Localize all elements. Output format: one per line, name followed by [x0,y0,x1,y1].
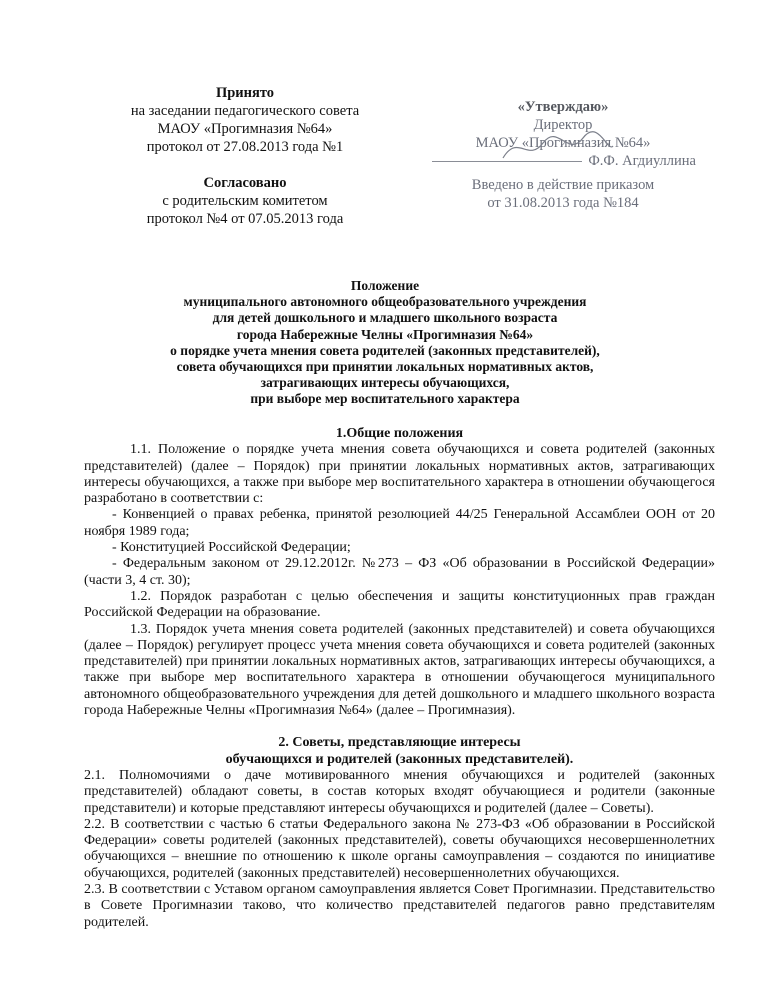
section-1-heading: 1.Общие положения [335,426,464,441]
paragraph-1-2: 1.2. Порядок разработан с целью обеспечения и защиты конституционных прав граждан Российской Федерации на образование. [84,588,715,621]
paragraph-2-3: 2.3. В соответствии с Уставом органом самоуправления является Совет Прогимназии. Представительство в Совете Прогимназии таково, что количество представителей педагогов равно представителям родителей. [84,882,715,930]
accepted-line: МАОУ «Прогимназия №64» [157,121,333,137]
accepted-line: на заседании педагогического совета [130,103,360,119]
stamp-name: Ф.Ф. Агдиуллина [588,153,696,169]
section-2-heading: 2. Советы, представляющие интересы [278,735,521,751]
agreed-line: с родительским комитетом [162,193,328,209]
paragraph-2-1: 2.1. Полномочиями о даче мотивированного мнения обучающихся и родителей (законных представителей) обладают советы, в состав которых входят обучающиеся и родители (законные представители) и которые представляют интересы обучающихся и родителей (далее – Советы). [84,767,715,816]
paragraph-1-3: 1.3. Порядок учета мнения совета родителей (законных представителей) и совета обучающихся (далее – Порядок) регулирует процесс учета мнения совета обучающихся и совета родителей (законных представителей) при принятии локальных нормативных актов, затрагивающих интересы обучающихся, а также при выборе мер воспитательного характера в отношении обучающегося муниципального автономного общеобразовательного учреждения для детей дошкольного и младшего школьного возраста города Набережные Челны «Прогимназия №64» (далее – Прогимназия). [84,621,715,719]
stamp-role: Директор [533,117,593,133]
title-line: для детей дошкольного и младшего школьного возраста [212,310,558,326]
section-2-heading: обучающихся и родителей (законных представителей). [225,751,574,767]
agreed-title: Согласовано [203,175,287,191]
approval-stamp [428,98,698,218]
paragraph-1-1: 1.1. Положение о порядке учета мнения совета обучающихся и совета родителей (законных представителей) (далее – Порядок) при принятии локальных нормативных актов, затрагивающих интересы обучающихся, а также при выборе мер воспитательного характера в отношении обучающегося разработано в соответствии с: [84,442,715,507]
list-item: - Конституцией Российской Федерации; [112,540,351,556]
accepted-title: Принято [215,85,275,101]
title-line: города Набережные Челны «Прогимназия №64» [236,326,534,342]
list-item: - Конвенцией о правах ребенка, принятой резолюцией 44/25 Генеральной Ассамблеи ООН от 20 ноября 1989 года; [84,507,715,539]
title-line: при выборе мер воспитательного характера [250,391,520,407]
stamp-order-line: от 31.08.2013 года №184 [487,195,639,211]
agreed-line: протокол №4 от 07.05.2013 года [146,211,344,227]
paragraph-2-2: 2.2. В соответствии с частью 6 статьи Федерального закона № 273-ФЗ «Об образовании в Российской Федерации» советы родителей (законных представителей), советы обучающихся несовершеннолетних обучающихся – внешние по отношению к школе органы самоуправления – создаются по инициативе обучающихся, родителей (законных представителей) несовершеннолетних обучающихся. [84,816,715,881]
stamp-org: МАОУ «Прогимназия №64» [475,135,651,151]
accepted-line: протокол от 27.08.2013 года №1 [146,139,344,155]
signature-icon [498,128,618,168]
stamp-approve: «Утверждаю» [517,99,609,115]
title-line: о порядке учета мнения совета родителей (законных представителей), [170,342,600,358]
list-item: - Федеральным законом от 29.12.2012г. №273 – ФЗ «Об образовании в Российской Федерации» (части 3, 4 ст. 30); [84,556,715,588]
title-line: совета обучающихся при принятии локальных нормативных актов, [176,359,594,375]
document-body [84,426,715,931]
title-line: Положение [350,278,420,293]
document-title [150,278,620,408]
stamp-order-line: Введено в действие приказом [471,177,655,193]
title-line: муниципального автономного общеобразовательного учреждения [183,294,587,310]
approval-header-left [100,84,390,228]
title-line: затрагивающих интересы обучающихся, [260,375,510,391]
